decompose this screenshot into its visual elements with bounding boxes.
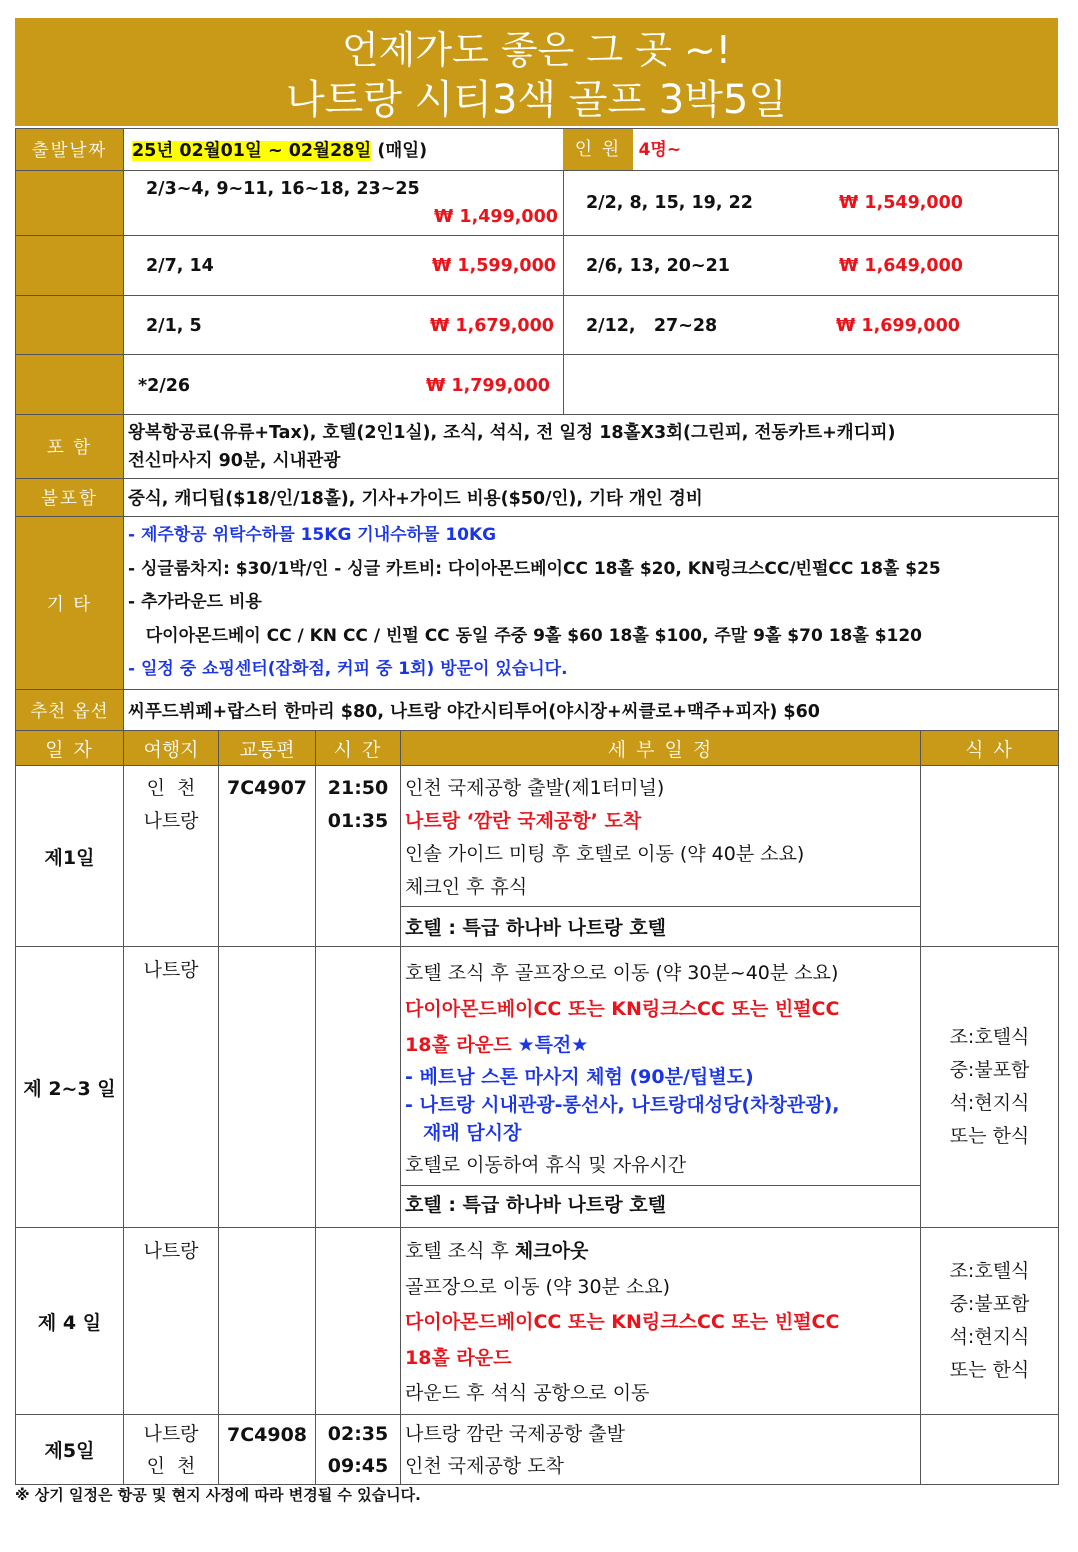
header-place: 여행지 xyxy=(124,731,219,766)
detail-line: 다이아몬드베이CC 또는 KN링크스CC 또는 빈펄CC xyxy=(405,998,840,1020)
header-transport: 교통편 xyxy=(219,731,316,766)
price-amount: ₩ 1,499,000 xyxy=(434,207,558,227)
excluded-label: 불포함 xyxy=(16,479,124,517)
time: 02:35 xyxy=(327,1422,389,1445)
option-label: 추천 옵션 xyxy=(16,690,124,732)
price-label-cell xyxy=(16,171,124,236)
day-label: 제5일 xyxy=(16,1415,124,1485)
price-cell xyxy=(124,296,564,355)
flight: 7C4908 xyxy=(219,1415,316,1485)
places-cell xyxy=(124,1415,219,1485)
price-cell xyxy=(124,236,564,296)
times-cell xyxy=(316,1415,401,1485)
bonus-label: ★특전★ xyxy=(517,1034,589,1056)
hotel-line: 호텔 : 특급 하나바 나트랑 호텔 xyxy=(401,1185,920,1221)
place: 나트랑 xyxy=(143,1422,199,1445)
banner-line-2: 나트랑 시티3색 골프 3박5일 xyxy=(286,77,787,123)
place: 나트랑 xyxy=(124,1228,219,1415)
people-label: 인 원 xyxy=(563,129,633,170)
detail-line: 호텔 조식 후 xyxy=(405,1240,509,1262)
detail-line: 다이아몬드베이CC 또는 KN링크스CC 또는 빈펄CC xyxy=(405,1311,840,1333)
included-line-1: 왕복항공료(유류+Tax), 호텔(2인1실), 조식, 석식, 전 일정 18홀X3회(그린피, 전동카트+캐디피) xyxy=(128,422,896,443)
flight-empty xyxy=(219,947,316,1228)
price-date: 2/1, 5 xyxy=(146,316,202,336)
meal: 조:호텔식 xyxy=(949,1260,1030,1282)
detail-line: 인천 국제공항 도착 xyxy=(405,1454,564,1477)
time: 01:35 xyxy=(327,810,389,832)
meal-cell xyxy=(921,947,1059,1228)
detail-line: 골프장으로 이동 (약 30분 소요) xyxy=(405,1275,671,1298)
detail-line: - 베트남 스톤 마사지 체험 (90분/팁별도) xyxy=(405,1066,754,1088)
detail-cell xyxy=(401,947,921,1228)
meal: 조:호텔식 xyxy=(949,1026,1030,1048)
people-value: 4명~ xyxy=(638,140,682,160)
day-label: 제 4 일 xyxy=(16,1228,124,1415)
price-row xyxy=(16,296,1059,355)
price-label-cell xyxy=(16,236,124,296)
price-cell xyxy=(124,355,564,415)
price-amount: ₩ 1,699,000 xyxy=(836,316,960,336)
detail-line: 인천 국제공항 출발(제1터미널) xyxy=(405,777,665,799)
etc-cell xyxy=(124,517,1059,690)
day-row xyxy=(16,1415,1059,1485)
price-date: *2/26 xyxy=(138,376,191,396)
header-detail: 세 부 일 정 xyxy=(401,731,921,766)
day-label: 제1일 xyxy=(16,766,124,947)
meal: 또는 한식 xyxy=(949,1359,1030,1381)
etc-line: - 싱글룸차지: $30/1박/인 - 싱글 카트비: 다이아몬드베이CC 18홀 $20, KN링크스CC/빈펄CC 18홀 $25 xyxy=(128,558,941,579)
detail-line: 재래 담시장 xyxy=(423,1122,522,1144)
title-banner xyxy=(15,18,1058,126)
price-date: 2/3~4, 9~11, 16~18, 23~25 xyxy=(146,179,420,199)
detail-cell xyxy=(401,766,921,947)
detail-cell xyxy=(401,1415,921,1485)
price-label-cell xyxy=(16,355,124,415)
detail-line: 호텔 조식 후 골프장으로 이동 (약 30분~40분 소요) xyxy=(405,962,839,984)
meal-cell xyxy=(921,1228,1059,1415)
day-row xyxy=(16,947,1059,1228)
price-row xyxy=(16,171,1059,236)
meal: 석:현지식 xyxy=(949,1092,1030,1114)
schedule-header-row xyxy=(16,731,1059,766)
meal: 중:불포함 xyxy=(949,1293,1030,1315)
detail-line: - 나트랑 시내관광-롱선사, 나트랑대성당(차창관광), xyxy=(405,1094,840,1116)
meal: 중:불포함 xyxy=(949,1059,1030,1081)
price-amount: ₩ 1,679,000 xyxy=(430,316,554,336)
header-meal: 식 사 xyxy=(921,731,1059,766)
place: 인 천 xyxy=(146,1454,196,1477)
price-amount: ₩ 1,799,000 xyxy=(426,376,550,396)
detail-cell xyxy=(401,1228,921,1415)
detail-line: 라운드 후 석식 공항으로 이동 xyxy=(405,1382,650,1404)
price-date: 2/12, 27~28 xyxy=(586,316,718,336)
price-label-cell xyxy=(16,296,124,355)
departure-row xyxy=(16,129,1059,171)
meal-cell xyxy=(921,1415,1059,1485)
price-cell-empty xyxy=(564,355,1059,415)
departure-dates: 25년 02월01일 ~ 02월28일 xyxy=(132,141,372,161)
detail-line: 호텔로 이동하여 휴식 및 자유시간 xyxy=(405,1154,687,1176)
detail-line: 18홀 라운드 xyxy=(405,1346,512,1369)
departure-dates-cell xyxy=(124,129,564,171)
option-text: 씨푸드뷔페+랍스터 한마리 $80, 나트랑 야간시티투어(야시장+씨클로+맥주+피자) $60 xyxy=(124,690,1059,732)
header-time: 시 간 xyxy=(316,731,401,766)
etc-line: - 추가라운드 비용 xyxy=(128,592,262,613)
info-table xyxy=(15,128,1059,732)
price-amount: ₩ 1,549,000 xyxy=(839,193,963,213)
price-row xyxy=(16,236,1059,296)
time: 21:50 xyxy=(327,777,389,799)
detail-line: 체크인 후 휴식 xyxy=(405,876,528,898)
people-cell xyxy=(564,129,1059,171)
places-cell xyxy=(124,766,219,947)
included-line-2: 전신마사지 90분, 시내관광 xyxy=(128,450,341,471)
price-amount: ₩ 1,649,000 xyxy=(839,256,963,276)
time: 09:45 xyxy=(327,1454,389,1477)
departure-label: 출발날짜 xyxy=(16,129,124,171)
etc-line: 다이아몬드베이 CC / KN CC / 빈펄 CC 동일 주중 9홀 $60 18홀 $100, 주말 9홀 $70 18홀 $120 xyxy=(128,625,923,646)
place: 인 천 xyxy=(146,777,196,799)
price-cell xyxy=(564,236,1059,296)
etc-label: 기 타 xyxy=(16,517,124,690)
excluded-text: 중식, 캐디팁($18/인/18홀), 기사+가이드 비용($50/인), 기타 개인 경비 xyxy=(124,479,1059,517)
time-empty xyxy=(316,947,401,1228)
schedule-table xyxy=(15,730,1059,1485)
included-cell xyxy=(124,415,1059,479)
hotel-line: 호텔 : 특급 하나바 나트랑 호텔 xyxy=(401,906,920,946)
etc-line: - 일정 중 쇼핑센터(잡화점, 커피 중 1회) 방문이 있습니다. xyxy=(128,659,568,680)
footnote: ※ 상기 일정은 항공 및 현지 사정에 따라 변경될 수 있습니다. xyxy=(15,1486,421,1504)
day-row xyxy=(16,1228,1059,1415)
etc-line: - 제주항공 위탁수하물 15KG 기내수하물 10KG xyxy=(128,525,497,546)
price-amount: ₩ 1,599,000 xyxy=(432,256,556,276)
day-row xyxy=(16,766,1059,947)
price-cell xyxy=(564,171,1059,236)
price-cell xyxy=(124,171,564,236)
flight-empty xyxy=(219,1228,316,1415)
times-cell xyxy=(316,766,401,947)
price-row xyxy=(16,355,1059,415)
etc-row xyxy=(16,517,1059,690)
meal: 석:현지식 xyxy=(949,1326,1030,1348)
price-cell xyxy=(564,296,1059,355)
place: 나트랑 xyxy=(124,947,219,1228)
excluded-row xyxy=(16,479,1059,517)
banner-line-1: 언제가도 좋은 그 곳 ~! xyxy=(341,28,732,72)
day-label: 제 2~3 일 xyxy=(16,947,124,1228)
place: 나트랑 xyxy=(143,810,199,832)
detail-line: 나트랑 ‘깜란 국제공항’ 도착 xyxy=(405,810,642,832)
meal: 또는 한식 xyxy=(949,1125,1030,1147)
detail-line: 인솔 가이드 미팅 후 호텔로 이동 (약 40분 소요) xyxy=(405,843,805,865)
price-date: 2/2, 8, 15, 19, 22 xyxy=(586,193,753,213)
included-row xyxy=(16,415,1059,479)
meal-cell xyxy=(921,766,1059,947)
option-row xyxy=(16,690,1059,732)
detail-line: 나트랑 깜란 국제공항 출발 xyxy=(405,1422,626,1445)
time-empty xyxy=(316,1228,401,1415)
included-label: 포 함 xyxy=(16,415,124,479)
detail-line: 18홀 라운드 xyxy=(405,1034,512,1056)
flight: 7C4907 xyxy=(219,766,316,947)
departure-note: (매일) xyxy=(377,141,428,161)
checkout-label: 체크아웃 xyxy=(514,1240,589,1262)
header-day: 일 자 xyxy=(16,731,124,766)
price-date: 2/6, 13, 20~21 xyxy=(586,256,730,276)
price-date: 2/7, 14 xyxy=(146,256,214,276)
